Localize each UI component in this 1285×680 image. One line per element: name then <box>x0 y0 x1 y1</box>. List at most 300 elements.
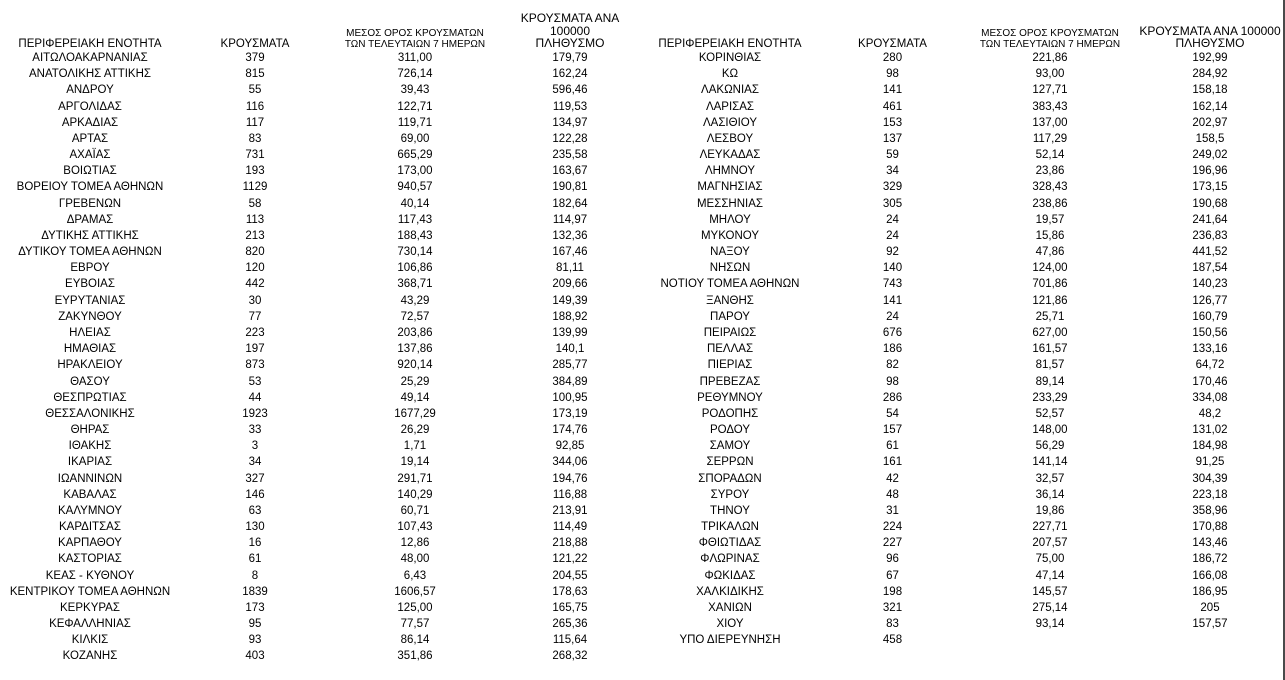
avg-7-days-cell: 726,14 <box>397 68 433 81</box>
header-avg-line2: ΤΩΝ ΤΕΛΕΥΤΑΙΩΝ 7 ΗΜΕΡΩΝ <box>979 38 1121 50</box>
avg-7-days-cell: 665,29 <box>397 149 433 162</box>
avg-7-days-cell: 221,86 <box>1032 52 1068 65</box>
avg-7-days-cell: 238,86 <box>1032 197 1068 210</box>
cases-cell: 198 <box>882 585 903 598</box>
cases-cell: 59 <box>886 149 899 162</box>
avg-7-days-cell: 140,29 <box>397 488 433 501</box>
right-table <box>640 14 1285 648</box>
per-100k-cell: 182,64 <box>552 197 588 210</box>
left-header-row <box>0 11 640 51</box>
table-row <box>0 325 640 341</box>
region-name-cell: ΕΥΒΟΙΑΣ <box>65 278 115 291</box>
avg-7-days-cell: 15,86 <box>1035 229 1065 242</box>
table-row <box>640 66 1285 82</box>
per-100k-cell: 165,75 <box>552 601 588 614</box>
cases-cell: 442 <box>245 278 265 291</box>
cases-cell: 53 <box>248 375 262 388</box>
avg-7-days-cell: 351,86 <box>397 650 433 663</box>
cases-cell: 30 <box>248 294 262 307</box>
avg-7-days-cell: 127,71 <box>1032 84 1068 97</box>
per-100k-cell: 64,72 <box>1195 359 1225 372</box>
avg-7-days-cell: 730,14 <box>397 246 433 259</box>
table-row <box>640 568 1285 584</box>
region-name-cell: ΔΥΤΙΚΟΥ ΤΟΜΕΑ ΑΘΗΝΩΝ <box>18 246 162 259</box>
per-100k-cell: 160,79 <box>1192 310 1228 323</box>
avg-7-days-cell: 25,29 <box>400 375 430 388</box>
per-100k-cell: 190,81 <box>552 181 588 194</box>
cases-cell: 153 <box>882 116 903 129</box>
avg-7-days-cell: 47,86 <box>1035 246 1065 259</box>
per-100k-cell: 188,92 <box>552 310 588 323</box>
region-name-cell: ΛΗΜΝΟΥ <box>704 165 756 178</box>
per-100k-cell: 184,98 <box>1192 440 1228 453</box>
cases-cell: 327 <box>245 472 265 485</box>
table-row <box>640 131 1285 147</box>
cases-cell: 141 <box>882 84 903 97</box>
region-name-cell: ΚΕΑΣ - ΚΥΘΝΟΥ <box>45 569 135 582</box>
avg-7-days-cell: 311,00 <box>397 52 433 65</box>
cases-cell: 161 <box>882 456 903 469</box>
avg-7-days-cell: 207,57 <box>1032 537 1068 550</box>
per-100k-cell: 116,88 <box>552 488 588 501</box>
avg-7-days-cell: 148,00 <box>1032 424 1068 437</box>
per-100k-cell: 334,08 <box>1192 391 1228 404</box>
region-name-cell: ΔΥΤΙΚΗΣ ΑΤΤΙΚΗΣ <box>41 229 139 242</box>
cases-cell: 461 <box>882 100 903 113</box>
cases-cell: 61 <box>886 440 899 453</box>
region-name-cell: ΔΡΑΜΑΣ <box>66 213 114 226</box>
per-100k-cell: 170,88 <box>1192 521 1228 534</box>
table-row <box>640 422 1285 438</box>
avg-7-days-cell: 122,71 <box>397 100 433 113</box>
cases-cell: 63 <box>248 504 262 517</box>
per-100k-cell: 150,56 <box>1192 327 1228 339</box>
table-row <box>640 244 1285 260</box>
region-name-cell: ΡΟΔΟΠΗΣ <box>701 407 759 420</box>
avg-7-days-cell: 40,14 <box>400 197 430 210</box>
cases-cell: 44 <box>248 391 262 404</box>
table-row <box>640 293 1285 309</box>
cases-cell: 280 <box>882 52 903 65</box>
avg-7-days-cell: 203,86 <box>397 327 433 339</box>
region-name-cell: ΠΕΙΡΑΙΩΣ <box>703 327 757 339</box>
per-100k-cell: 186,95 <box>1192 585 1228 598</box>
table-row <box>0 357 640 373</box>
per-100k-cell: 162,14 <box>1192 100 1228 113</box>
region-name-cell: ΓΡΕΒΕΝΩΝ <box>58 197 122 210</box>
table-row <box>0 503 640 519</box>
region-name-cell: ΑΝΔΡΟΥ <box>66 84 114 97</box>
table-row <box>640 228 1285 244</box>
region-name-cell: ΕΥΡΥΤΑΝΙΑΣ <box>54 294 126 307</box>
per-100k-cell: 100,95 <box>552 391 588 404</box>
table-row <box>0 212 640 228</box>
table-row <box>0 50 640 66</box>
table-row <box>0 600 640 616</box>
region-name-cell: ΧΑΝΙΩΝ <box>708 601 752 614</box>
table-row <box>0 535 640 551</box>
cases-cell: 82 <box>886 359 899 372</box>
table-row <box>640 600 1285 616</box>
region-name-cell: ΚΕΦΑΛΛΗΝΙΑΣ <box>49 618 131 631</box>
avg-7-days-cell: 72,57 <box>400 310 430 323</box>
table-row <box>640 325 1285 341</box>
per-100k-cell: 48,2 <box>1198 407 1222 420</box>
cases-cell: 743 <box>882 278 903 291</box>
avg-7-days-cell: 1606,57 <box>394 585 436 598</box>
avg-7-days-cell: 60,71 <box>400 504 430 517</box>
header-avg-line2: ΤΩΝ ΤΕΛΕΥΤΑΙΩΝ 7 ΗΜΕΡΩΝ <box>344 38 486 50</box>
avg-7-days-cell: 49,14 <box>400 391 430 404</box>
cases-cell: 197 <box>245 343 265 356</box>
avg-7-days-cell: 77,57 <box>400 618 430 631</box>
cases-cell: 873 <box>245 359 265 372</box>
per-100k-cell: 163,67 <box>552 165 588 178</box>
avg-7-days-cell: 124,00 <box>1032 262 1068 275</box>
table-row <box>0 632 640 648</box>
table-row <box>0 115 640 131</box>
table-row <box>640 632 1285 648</box>
avg-7-days-cell: 93,00 <box>1035 68 1065 81</box>
per-100k-cell: 179,79 <box>552 52 588 65</box>
avg-7-days-cell: 141,14 <box>1032 456 1068 469</box>
cases-cell: 16 <box>248 537 262 550</box>
table-row <box>640 50 1285 66</box>
avg-7-days-cell: 121,86 <box>1032 294 1068 307</box>
cases-cell: 286 <box>882 391 903 404</box>
avg-7-days-cell: 137,00 <box>1032 116 1068 129</box>
region-name-cell: ΠΡΕΒΕΖΑΣ <box>699 375 761 388</box>
avg-7-days-cell: 1,71 <box>403 440 427 453</box>
cases-cell: 1839 <box>242 585 268 598</box>
cases-cell: 24 <box>886 229 899 242</box>
table-row <box>0 616 640 632</box>
cases-cell: 815 <box>245 68 265 81</box>
per-100k-cell: 223,18 <box>1192 488 1228 501</box>
avg-7-days-cell: 47,14 <box>1035 569 1065 582</box>
avg-7-days-cell: 119,71 <box>397 116 433 129</box>
per-100k-cell: 167,46 <box>552 246 588 259</box>
region-name-cell: ΚΟΡΙΝΘΙΑΣ <box>698 52 762 65</box>
cases-cell: 48 <box>886 488 899 501</box>
table-row <box>640 341 1285 357</box>
avg-7-days-cell: 25,71 <box>1035 310 1065 323</box>
avg-7-days-cell: 383,43 <box>1032 100 1068 113</box>
region-name-cell: ΕΒΡΟΥ <box>70 262 110 275</box>
avg-7-days-cell: 117,29 <box>1032 132 1068 145</box>
per-100k-cell: 187,54 <box>1192 262 1228 275</box>
table-row <box>640 454 1285 470</box>
avg-7-days-cell: 188,43 <box>397 229 433 242</box>
region-name-cell: ΛΑΚΩΝΙΑΣ <box>701 84 759 97</box>
table-row <box>0 309 640 325</box>
region-name-cell: ΣΠΟΡΑΔΩΝ <box>698 472 762 485</box>
avg-7-days-cell: 145,57 <box>1032 585 1068 598</box>
region-name-cell: ΙΚΑΡΙΑΣ <box>67 456 113 469</box>
table-row <box>640 115 1285 131</box>
per-100k-cell: 157,57 <box>1192 618 1228 631</box>
cases-cell: 113 <box>245 213 265 226</box>
cases-cell: 67 <box>886 569 899 582</box>
region-name-cell: ΝΗΣΩΝ <box>709 262 751 275</box>
avg-7-days-cell: 173,00 <box>397 165 433 178</box>
table-row <box>0 260 640 276</box>
region-name-cell: ΑΝΑΤΟΛΙΚΗΣ ΑΤΤΙΚΗΣ <box>28 68 151 81</box>
header-avg-7-days <box>965 29 1135 50</box>
cases-cell: 120 <box>245 262 265 275</box>
cases-cell: 92 <box>886 246 899 259</box>
region-name-cell: ΛΕΣΒΟΥ <box>706 132 754 145</box>
per-100k-cell: 158,5 <box>1195 132 1225 145</box>
table-row <box>0 519 640 535</box>
table-row <box>640 535 1285 551</box>
region-name-cell: ΘΕΣΣΑΛΟΝΙΚΗΣ <box>45 407 135 420</box>
per-100k-cell: 194,76 <box>552 472 588 485</box>
region-name-cell: ΙΘΑΚΗΣ <box>68 440 112 453</box>
region-name-cell: ΠΕΛΛΑΣ <box>706 343 754 356</box>
table-row <box>640 503 1285 519</box>
header-per-line1: ΚΡΟΥΣΜΑΤΑ ΑΝΑ 100000 <box>520 11 620 38</box>
region-name-cell: ΗΜΑΘΙΑΣ <box>63 343 117 356</box>
per-100k-cell: 196,96 <box>1192 165 1228 178</box>
per-100k-cell: 241,64 <box>1192 213 1228 226</box>
avg-7-days-cell: 81,57 <box>1035 359 1065 372</box>
cases-cell: 731 <box>245 149 265 162</box>
table-row <box>640 196 1285 212</box>
table-row <box>0 373 640 389</box>
avg-7-days-cell: 328,43 <box>1032 181 1068 194</box>
region-name-cell: ΡΟΔΟΥ <box>709 424 751 437</box>
cases-cell: 58 <box>248 197 262 210</box>
table-row <box>640 99 1285 115</box>
table-row <box>640 179 1285 195</box>
per-100k-cell: 115,64 <box>552 634 588 647</box>
table-row <box>640 276 1285 292</box>
cases-cell: 141 <box>882 294 903 307</box>
table-row <box>0 584 640 600</box>
per-100k-cell: 173,15 <box>1192 181 1228 194</box>
table-row <box>0 147 640 163</box>
table-row <box>640 212 1285 228</box>
table-row <box>0 422 640 438</box>
table-row <box>0 82 640 98</box>
avg-7-days-cell: 6,43 <box>403 569 427 582</box>
header-region: ΠΕΡΙΦΕΡΕΙΑΚΗ ΕΝΟΤΗΤΑ <box>658 37 802 50</box>
header-avg-line1: ΜΕΣΟΣ ΟΡΟΣ ΚΡΟΥΣΜΑΤΩΝ <box>981 28 1119 39</box>
avg-7-days-cell: 26,29 <box>400 424 430 437</box>
table-row <box>640 309 1285 325</box>
per-100k-cell: 202,97 <box>1192 116 1228 129</box>
region-name-cell: ΗΛΕΙΑΣ <box>69 327 111 339</box>
cases-cell: 93 <box>248 634 262 647</box>
cases-cell: 305 <box>882 197 903 210</box>
region-name-cell: ΖΑΚΥΝΘΟΥ <box>58 310 122 323</box>
table-row <box>640 470 1285 486</box>
table-row <box>0 454 640 470</box>
table-row <box>640 616 1285 632</box>
avg-7-days-cell: 275,14 <box>1032 601 1068 614</box>
region-name-cell: ΑΙΤΩΛΟΑΚΑΡΝΑΝΙΑΣ <box>32 52 148 65</box>
per-100k-cell: 143,46 <box>1192 537 1228 550</box>
cases-cell: 224 <box>882 521 903 534</box>
table-row <box>640 260 1285 276</box>
region-name-cell: ΝΟΤΙΟΥ ΤΟΜΕΑ ΑΘΗΝΩΝ <box>660 278 800 291</box>
per-100k-cell: 173,19 <box>552 407 588 420</box>
cases-cell: 227 <box>882 537 903 550</box>
cases-cell: 820 <box>245 246 265 259</box>
per-100k-cell: 209,66 <box>552 278 588 291</box>
table-row <box>0 293 640 309</box>
region-name-cell: ΑΡΓΟΛΙΔΑΣ <box>58 100 122 113</box>
avg-7-days-cell: 52,57 <box>1035 407 1065 420</box>
table-row <box>0 66 640 82</box>
cases-cell: 24 <box>886 213 899 226</box>
region-name-cell: ΤΗΝΟΥ <box>710 504 750 517</box>
cases-cell: 83 <box>248 132 262 145</box>
table-row <box>640 163 1285 179</box>
avg-7-days-cell: 125,00 <box>397 601 433 614</box>
avg-7-days-cell: 32,57 <box>1035 472 1065 485</box>
region-name-cell: ΛΕΥΚΑΔΑΣ <box>699 149 761 162</box>
per-100k-cell: 178,63 <box>552 585 588 598</box>
per-100k-cell: 114,49 <box>552 521 588 534</box>
header-per-100k <box>1135 25 1285 50</box>
avg-7-days-cell: 701,86 <box>1032 278 1068 291</box>
cases-cell: 1129 <box>242 181 268 194</box>
avg-7-days-cell: 39,43 <box>400 84 430 97</box>
cases-cell: 77 <box>248 310 262 323</box>
per-100k-cell: 114,97 <box>552 213 588 226</box>
region-name-cell: ΞΑΝΘΗΣ <box>706 294 754 307</box>
region-name-cell: ΑΧΑΪΑΣ <box>69 149 111 162</box>
per-100k-cell: 186,72 <box>1192 553 1228 566</box>
table-row <box>0 276 640 292</box>
per-100k-cell: 92,85 <box>555 440 585 453</box>
avg-7-days-cell: 368,71 <box>397 278 433 291</box>
region-name-cell: ΒΟΙΩΤΙΑΣ <box>63 165 117 178</box>
per-100k-cell: 441,52 <box>1192 246 1228 259</box>
cases-cell: 83 <box>886 618 899 631</box>
avg-7-days-cell: 43,29 <box>400 294 430 307</box>
table-row <box>0 341 640 357</box>
region-name-cell: ΜΥΚΟΝΟΥ <box>700 229 760 242</box>
table-row <box>0 438 640 454</box>
table-row <box>0 568 640 584</box>
header-per-100k <box>500 12 640 50</box>
table-row <box>640 390 1285 406</box>
region-name-cell: ΧΑΛΚΙΔΙΚΗΣ <box>696 585 764 598</box>
region-name-cell: ΥΠΟ ΔΙΕΡΕΥΝΗΣΗ <box>679 634 781 647</box>
region-name-cell: ΦΘΙΩΤΙΔΑΣ <box>698 537 762 550</box>
table-row <box>640 373 1285 389</box>
region-name-cell: ΦΛΩΡΙΝΑΣ <box>700 553 760 566</box>
per-100k-cell: 81,11 <box>556 262 584 275</box>
region-name-cell: ΜΗΛΟΥ <box>709 213 751 226</box>
per-100k-cell: 213,91 <box>552 504 588 517</box>
per-100k-cell: 192,99 <box>1192 52 1228 65</box>
table-row <box>640 438 1285 454</box>
per-100k-cell: 140,23 <box>1192 278 1228 291</box>
table-row <box>0 163 640 179</box>
cases-cell: 34 <box>248 456 262 469</box>
cases-cell: 321 <box>882 601 903 614</box>
avg-7-days-cell: 227,71 <box>1032 521 1068 534</box>
cases-cell: 117 <box>245 116 265 129</box>
cases-cell: 98 <box>886 68 899 81</box>
per-100k-cell: 190,68 <box>1192 197 1228 210</box>
per-100k-cell: 170,46 <box>1192 375 1228 388</box>
cases-cell: 676 <box>882 327 903 339</box>
region-name-cell: ΚΑΒΑΛΑΣ <box>63 488 117 501</box>
per-100k-cell: 139,99 <box>552 327 588 339</box>
cases-cell: 96 <box>886 553 899 566</box>
region-name-cell: ΚΕΡΚΥΡΑΣ <box>60 601 120 614</box>
table-row <box>640 357 1285 373</box>
region-name-cell: ΤΡΙΚΑΛΩΝ <box>701 521 759 534</box>
cases-cell: 3 <box>251 440 259 453</box>
region-name-cell: ΣΑΜΟΥ <box>709 440 751 453</box>
region-name-cell: ΚΕΝΤΡΙΚΟΥ ΤΟΜΕΑ ΑΘΗΝΩΝ <box>9 585 171 598</box>
avg-7-days-cell: 19,86 <box>1035 504 1065 517</box>
cases-cell: 34 <box>886 165 899 178</box>
per-100k-cell: 285,77 <box>552 359 588 372</box>
table-row <box>0 244 640 260</box>
table-row <box>0 99 640 115</box>
table-row <box>0 196 640 212</box>
avg-7-days-cell: 161,57 <box>1032 343 1068 356</box>
region-name-cell: ΡΕΘΥΜΝΟΥ <box>697 391 763 404</box>
table-row <box>0 406 640 422</box>
cases-cell: 140 <box>882 262 903 275</box>
cases-cell: 173 <box>245 601 265 614</box>
table-row <box>0 390 640 406</box>
left-table <box>0 11 640 665</box>
region-name-cell: ΘΗΡΑΣ <box>70 424 110 437</box>
avg-7-days-cell: 627,00 <box>1032 327 1068 339</box>
region-name-cell: ΚΑΣΤΟΡΙΑΣ <box>58 553 122 566</box>
table-row <box>0 487 640 503</box>
per-100k-cell: 205 <box>1200 601 1220 614</box>
right-table-body <box>640 50 1285 648</box>
cases-cell: 33 <box>248 424 262 437</box>
per-100k-cell: 174,76 <box>552 424 588 437</box>
region-name-cell: ΗΡΑΚΛΕΙΟΥ <box>57 359 123 372</box>
per-100k-cell: 596,46 <box>552 84 588 97</box>
avg-7-days-cell: 19,57 <box>1035 213 1065 226</box>
table-row <box>0 131 640 147</box>
avg-7-days-cell: 93,14 <box>1035 618 1065 631</box>
region-name-cell: ΛΑΡΙΣΑΣ <box>705 100 755 113</box>
avg-7-days-cell: 75,00 <box>1035 553 1065 566</box>
per-100k-cell: 235,58 <box>552 149 588 162</box>
avg-7-days-cell: 233,29 <box>1032 391 1068 404</box>
cases-cell: 116 <box>245 100 265 113</box>
avg-7-days-cell: 291,71 <box>397 472 433 485</box>
cases-cell: 42 <box>886 472 899 485</box>
per-100k-cell: 265,36 <box>552 618 588 631</box>
region-name-cell: ΘΑΣΟΥ <box>70 375 110 388</box>
per-100k-cell: 158,18 <box>1192 84 1228 97</box>
table-row <box>0 228 640 244</box>
region-name-cell: ΚΑΛΥΜΝΟΥ <box>58 504 122 517</box>
per-100k-cell: 121,22 <box>552 553 588 566</box>
region-name-cell: ΦΩΚΙΔΑΣ <box>704 569 756 582</box>
region-name-cell: ΚΙΛΚΙΣ <box>71 634 109 647</box>
region-name-cell: ΠΙΕΡΙΑΣ <box>707 359 753 372</box>
cases-cell: 458 <box>882 634 903 647</box>
avg-7-days-cell: 107,43 <box>397 521 433 534</box>
region-name-cell: ΑΡΤΑΣ <box>71 132 109 145</box>
